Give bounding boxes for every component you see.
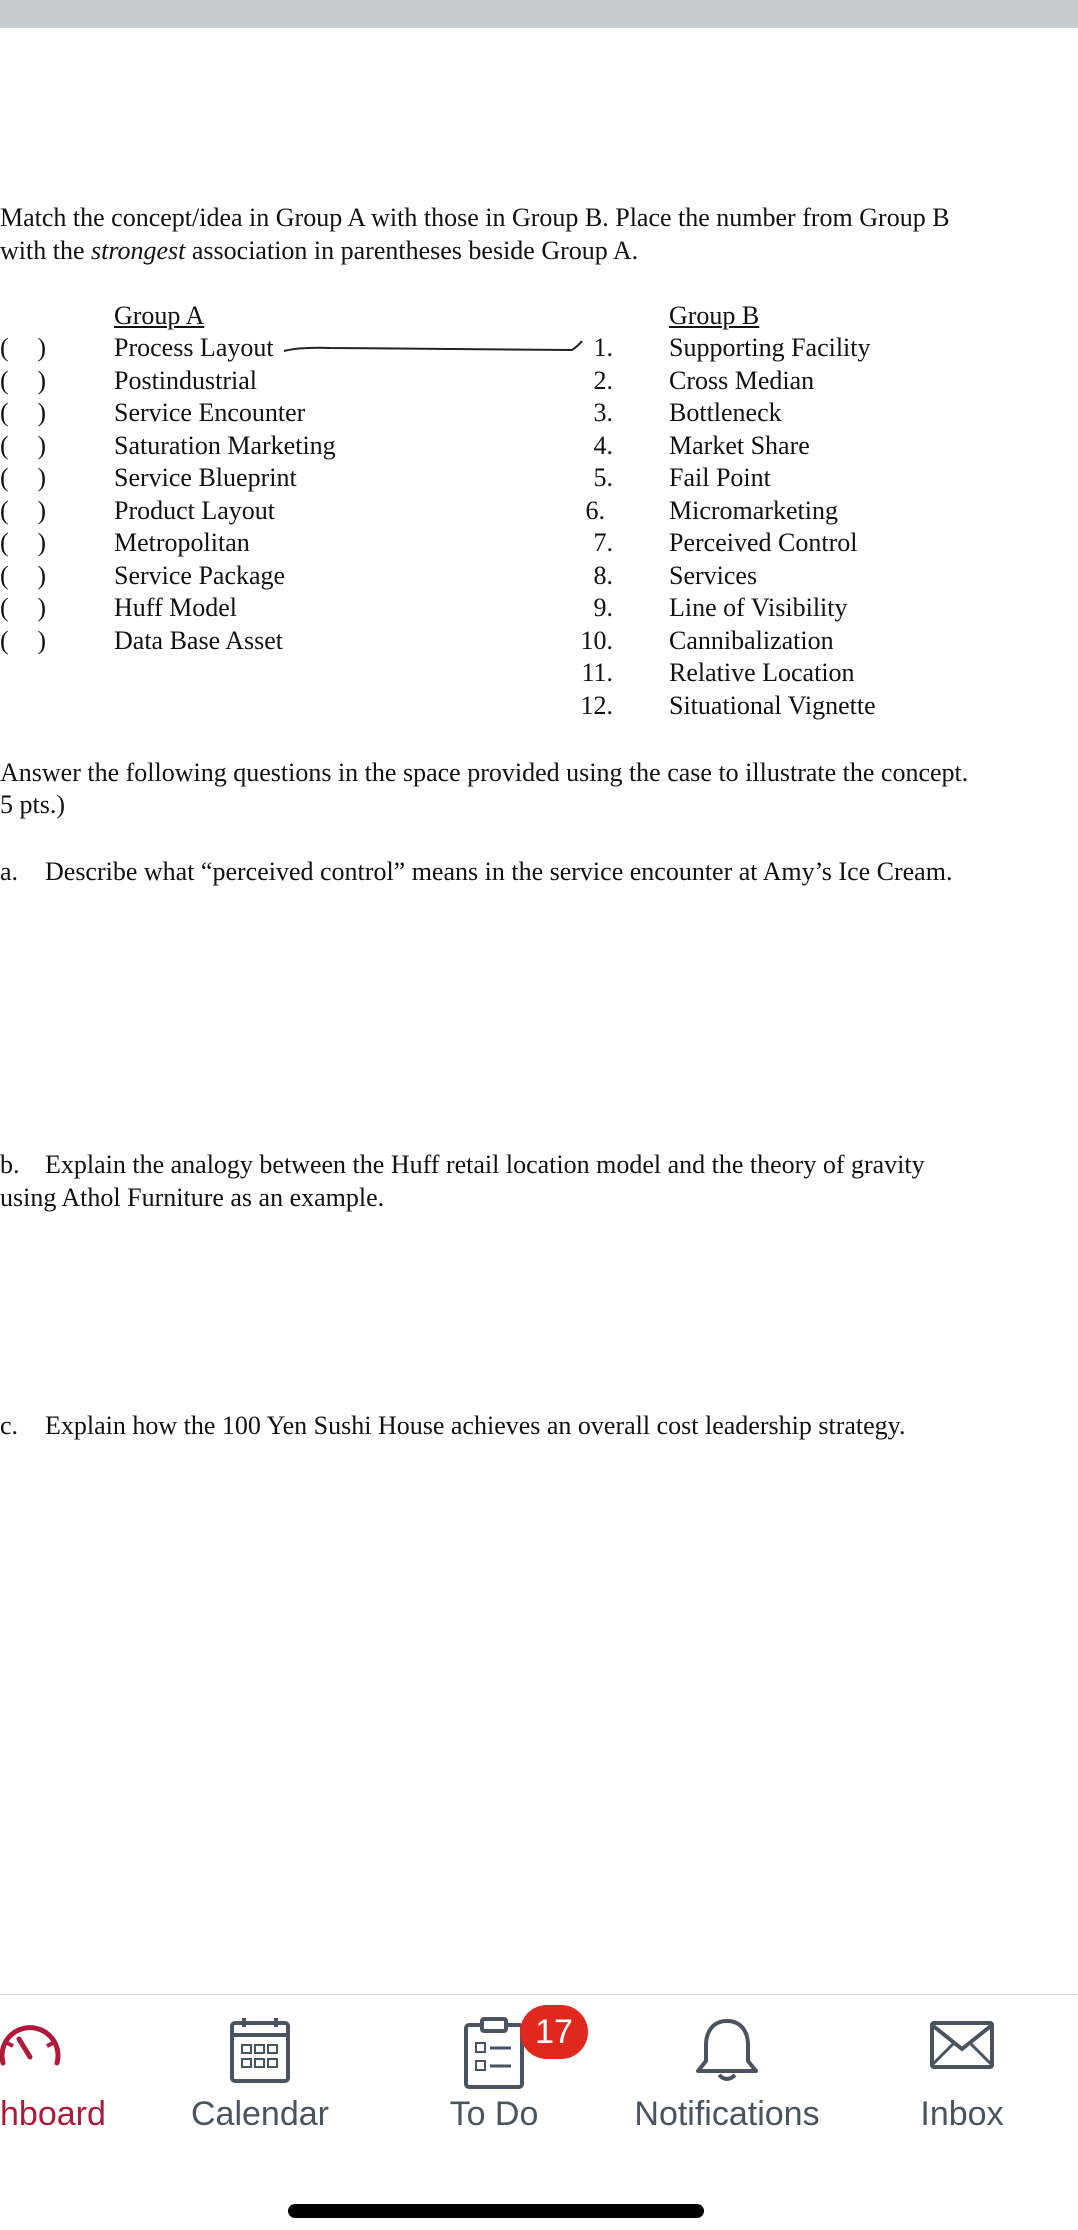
tab-label: Notifications [634, 2095, 820, 2133]
group-b-item: Situational Vignette [669, 691, 876, 720]
answer-blank-4: ( ) [0, 431, 46, 460]
tab-label: Calendar [191, 2095, 329, 2133]
intro-line-2: with the strongest association in parentheses beside Group A. [0, 236, 639, 265]
group-b-item: Cannibalization [669, 626, 834, 655]
group-b-item: Fail Point [669, 463, 771, 492]
group-a-item: Service Encounter [114, 398, 306, 427]
answer-blank-10: ( ) [0, 626, 46, 655]
intro-line-1: Match the concept/idea in Group A with those in Group B. Place the number from Group B [0, 203, 950, 232]
answer-blank-2: ( ) [0, 366, 46, 395]
group-b-item: Relative Location [669, 658, 855, 687]
answer-blank-9: ( ) [0, 593, 46, 622]
question-b-letter: b. [0, 1150, 20, 1179]
group-b-number: 7. [593, 528, 613, 557]
group-b-number: 12. [580, 691, 613, 720]
group-b-item: Market Share [669, 431, 810, 460]
group-a-item: Huff Model [114, 593, 238, 622]
group-b-number: 4. [593, 431, 613, 460]
group-b-item: Perceived Control [669, 528, 858, 557]
group-b-header: Group B [669, 301, 760, 330]
tab-notifications[interactable] [620, 1995, 834, 2145]
group-b-number: 2. [593, 366, 613, 395]
tab-label: Inbox [920, 2095, 1004, 2133]
todo-clipboard-icon [463, 2017, 525, 2094]
answer-blank-3: ( ) [0, 398, 46, 427]
group-a-item: Service Blueprint [114, 463, 297, 492]
group-b-number: 5. [593, 463, 613, 492]
tab-calendar[interactable] [170, 1995, 350, 2145]
tab-label: hboard [0, 2095, 106, 2133]
question-b-text-1: Explain the analogy between the Huff retail location model and the theory of gravity [45, 1150, 925, 1179]
group-a-item: Service Package [114, 561, 286, 590]
tab-todo[interactable] [404, 1995, 584, 2145]
group-b-item: Services [669, 561, 758, 590]
envelope-icon [929, 2017, 995, 2076]
group-b-item: Cross Median [669, 366, 815, 395]
group-b-number: 9. [593, 593, 613, 622]
group-b-item: Supporting Facility [669, 333, 871, 362]
tab-inbox[interactable] [902, 1995, 1022, 2145]
question-a-text: Describe what “perceived control” means in the service encounter at Amy’s Ice Cream. [45, 857, 953, 886]
answer-blank-5: ( ) [0, 463, 46, 492]
section-2-line-1: Answer the following questions in the space provided using the case to illustrate the concept. [0, 758, 969, 787]
group-a-item: Saturation Marketing [114, 431, 336, 460]
dashboard-gauge-icon [0, 2017, 63, 2074]
match-line-drawing [0, 0, 1078, 800]
question-a-letter: a. [0, 857, 19, 886]
group-b-item: Micromarketing [669, 496, 838, 525]
group-a-item: Data Base Asset [114, 626, 283, 655]
tab-label: To Do [449, 2095, 539, 2133]
section-2-line-2: 5 pts.) [0, 790, 65, 819]
group-b-number: 11. [581, 658, 613, 687]
answer-blank-7: ( ) [0, 528, 46, 557]
todo-badge: 17 [520, 2005, 588, 2059]
answer-blank-8: ( ) [0, 561, 46, 590]
group-a-header: Group A [114, 301, 205, 330]
group-b-number: 8. [593, 561, 613, 590]
bell-icon [694, 2017, 760, 2088]
group-b-item: Line of Visibility [669, 593, 848, 622]
question-c-text: Explain how the 100 Yen Sushi House achieves an overall cost leadership strategy. [45, 1411, 906, 1440]
group-b-number: 1. [593, 333, 613, 362]
home-indicator[interactable] [288, 2204, 704, 2218]
bottom-tab-bar [0, 1994, 1078, 2230]
tab-dashboard[interactable] [0, 1995, 120, 2145]
group-a-item: Postindustrial [114, 366, 258, 395]
answer-blank-1: ( ) [0, 333, 46, 362]
group-b-item: Bottleneck [669, 398, 782, 427]
group-b-number: 10. [580, 626, 613, 655]
answer-blank-6: ( ) [0, 496, 46, 525]
question-c-letter: c. [0, 1411, 19, 1440]
question-b-text-2: using Athol Furniture as an example. [0, 1183, 385, 1212]
calendar-icon [229, 2017, 291, 2090]
group-b-number: 3. [593, 398, 613, 427]
group-b-number: 6. [585, 496, 605, 525]
group-a-item: Product Layout [114, 496, 276, 525]
group-a-item: Process Layout [114, 333, 274, 362]
group-a-item: Metropolitan [114, 528, 250, 557]
